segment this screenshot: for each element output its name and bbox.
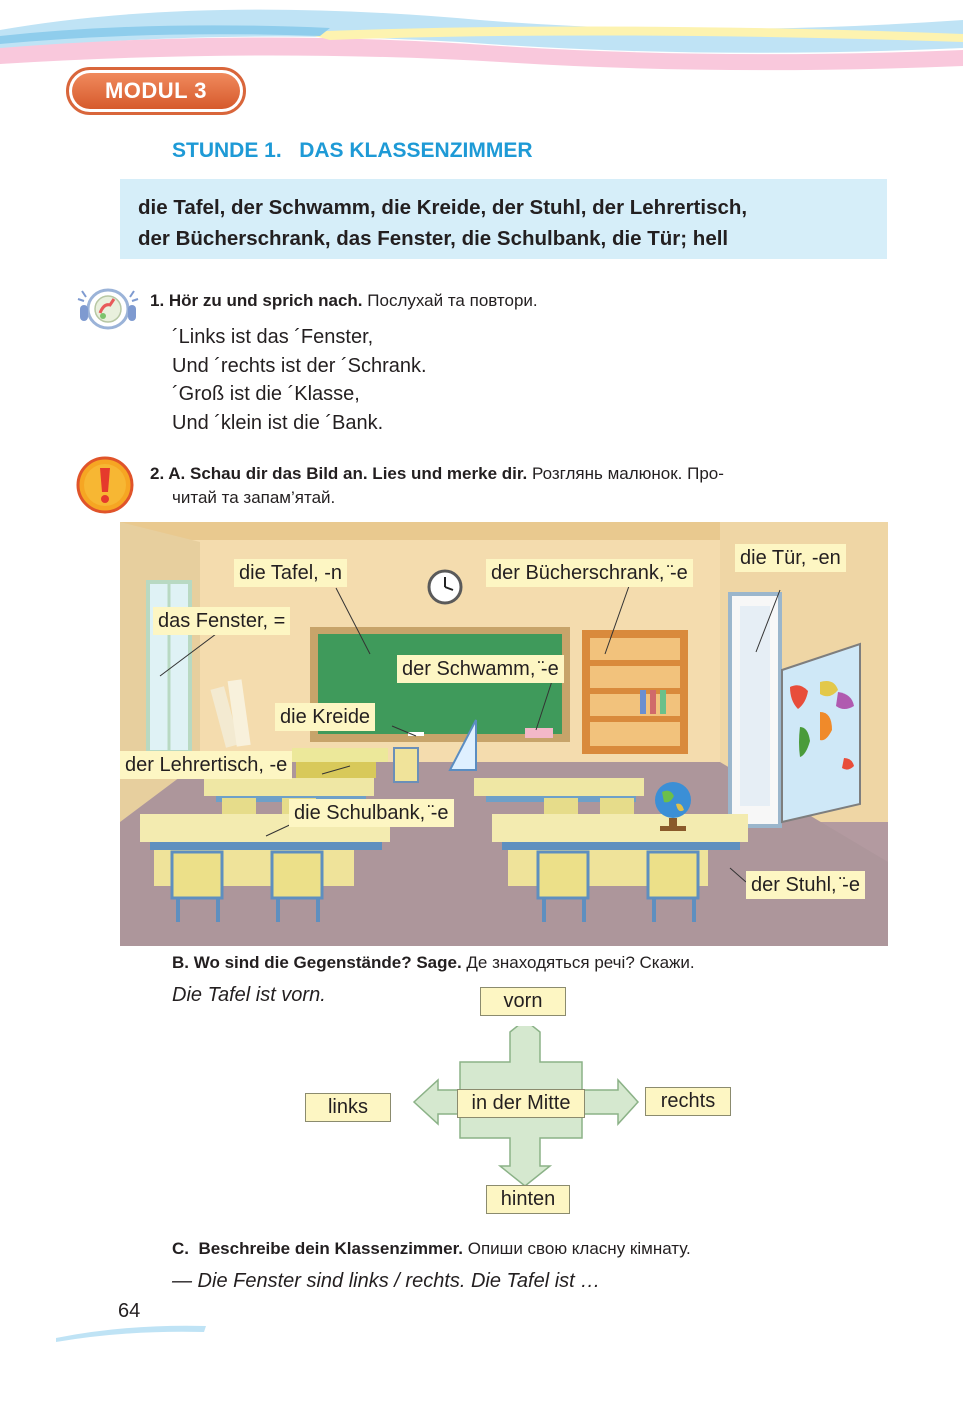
exercise-1-instruction-de: 1. Hör zu und sprich nach. (150, 291, 363, 310)
exercise-2-instruction-de: 2. A. Schau dir das Bild an. Lies und merke dir. (150, 464, 528, 483)
label-tuer: die Tür, -en (735, 544, 846, 572)
exercise-1-instruction-uk: Послухай та повтори. (367, 291, 538, 310)
part-b-instruction-uk: Де знаходяться речі? Скажи. (466, 953, 695, 972)
poem-line-3: ´Groß ist die ´Klasse, (172, 383, 360, 405)
label-schulbank: die Schulbank, ̈-e (289, 799, 454, 827)
part-c-example: — Die Fenster sind links / rechts. Die Tafel ist … (172, 1270, 601, 1292)
part-c-instruction (172, 1237, 691, 1261)
label-tafel: die Tafel, -n (234, 559, 347, 587)
label-lehrertisch: der Lehrertisch, -e (120, 751, 292, 779)
label-stuhl: der Stuhl, ̈-e (746, 871, 865, 899)
part-c-instruction-de: C. Beschreibe dein Klassenzimmer. (172, 1239, 464, 1258)
poem-line-1: ´Links ist das ´Fenster, (172, 326, 374, 348)
lesson-title: STUNDE 1. DAS KLASSENZIMMER (172, 139, 533, 162)
label-buecherschrank: der Bücherschrank, ̈-e (486, 559, 693, 587)
exclamation-icon (76, 456, 134, 514)
label-fenster: das Fenster, = (153, 607, 290, 635)
vocabulary-box (120, 179, 887, 259)
module-badge (66, 67, 246, 115)
poem (172, 323, 427, 437)
headphones-icon (76, 283, 140, 331)
direction-links: links (305, 1093, 391, 1122)
part-b-example: Die Tafel ist vorn. (172, 984, 326, 1006)
vocabulary-line-1: die Tafel, der Schwamm, die Kreide, der Stuhl, der Lehrertisch, (138, 196, 748, 219)
direction-rechts: rechts (645, 1087, 731, 1116)
direction-mitte: in der Mitte (457, 1089, 585, 1118)
part-b-instruction-de: B. Wo sind die Gegenstände? Sage. (172, 953, 462, 972)
exercise-2-instruction-uk-2: читай та запам’ятай. (172, 488, 336, 507)
classroom-illustration (120, 522, 888, 946)
exercise-1-instruction (150, 289, 538, 313)
label-kreide: die Kreide (275, 703, 375, 731)
direction-vorn: vorn (480, 987, 566, 1016)
part-c-instruction-uk: Опиши свою класну кімнату. (467, 1239, 691, 1258)
part-b-instruction (172, 951, 695, 975)
poem-line-4: Und ´klein ist die ´Bank. (172, 411, 384, 434)
label-schwamm: der Schwamm, ̈-e (397, 655, 564, 683)
poem-line-2: Und ´rechts ist der ´Schrank. (172, 354, 427, 377)
vocabulary-line-2: der Bücherschrank, das Fenster, die Schulbank, die Tür; hell (138, 227, 729, 250)
exercise-2-instruction-uk-1: Розглянь малюнок. Про- (532, 464, 724, 483)
footer-swoosh (56, 1318, 216, 1344)
page-number: 64 (118, 1300, 141, 1322)
exercise-2-instruction (150, 462, 890, 510)
module-label: MODUL 3 (72, 73, 240, 109)
direction-hinten: hinten (486, 1185, 570, 1214)
